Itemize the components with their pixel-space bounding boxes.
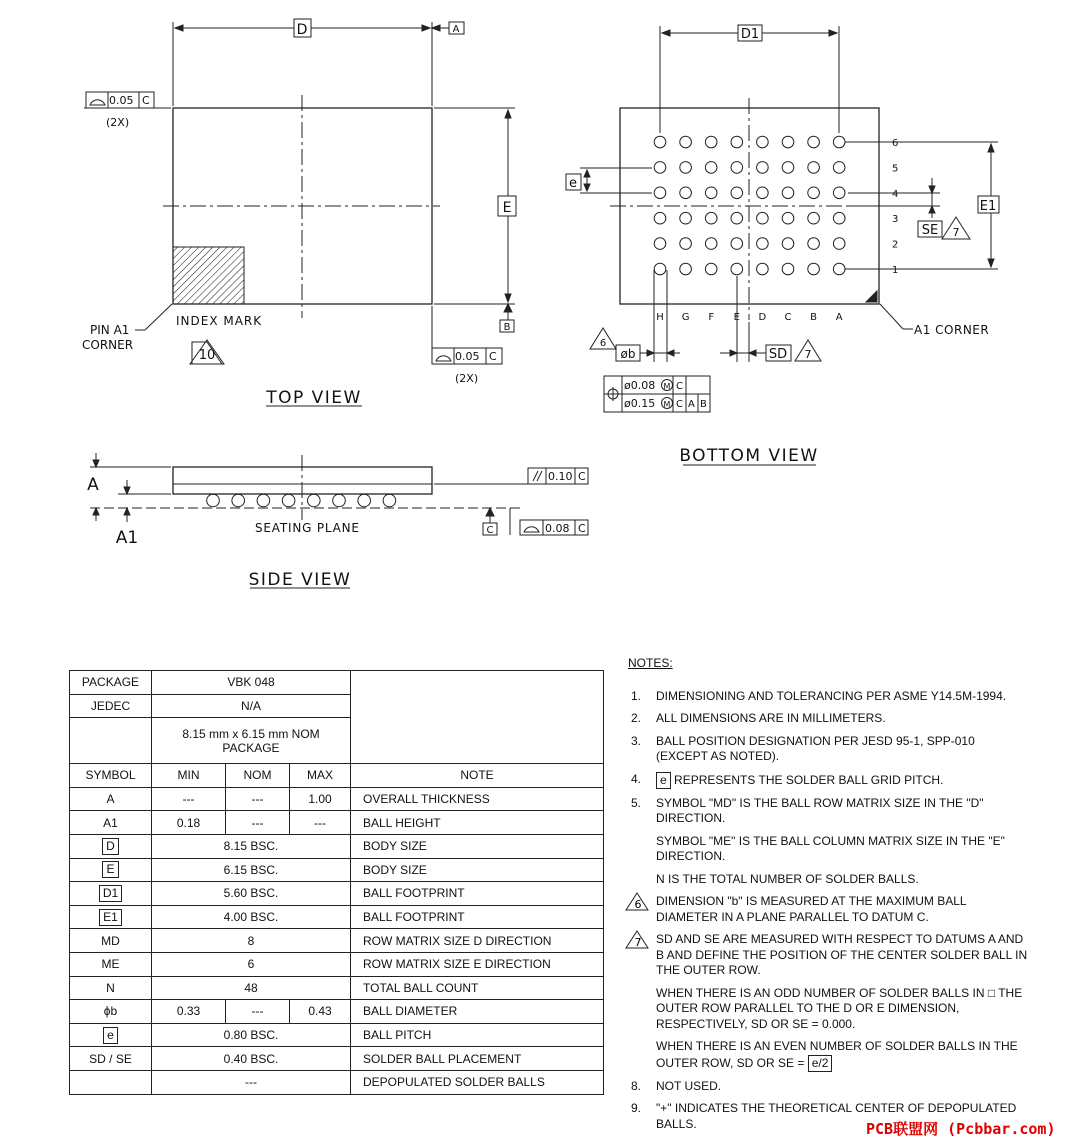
top-flatness-qty: (2X) xyxy=(106,116,130,129)
blank-cell xyxy=(70,718,152,764)
boxed-symbol: D xyxy=(102,838,119,855)
pos-tol-datum-c-2: C xyxy=(676,399,683,410)
note-item xyxy=(628,711,1028,727)
side-view-text xyxy=(87,470,586,590)
solder-ball xyxy=(808,187,820,199)
solder-ball xyxy=(654,136,666,148)
note-cell: BODY SIZE xyxy=(351,834,604,858)
side-solder-ball xyxy=(232,494,245,507)
col-label: G xyxy=(681,312,690,323)
side-flatness-value: 0.08 xyxy=(545,522,570,535)
nom-cell: --- xyxy=(226,811,290,835)
row-label: 4 xyxy=(892,188,899,200)
note-7-flag-se: 7 xyxy=(952,226,960,239)
note-text: SYMBOL "ME" IS THE BALL COLUMN MATRIX SIZE IN THE "E" DIRECTION. xyxy=(656,833,1005,863)
note-10-flag: 10 xyxy=(198,348,216,363)
notes-section xyxy=(628,656,1028,1139)
solder-ball xyxy=(808,238,820,250)
table-row xyxy=(70,1023,604,1047)
solder-ball xyxy=(833,136,845,148)
note-cell: BALL PITCH xyxy=(351,1023,604,1047)
side-solder-ball xyxy=(358,494,371,507)
symbol-cell: A xyxy=(70,787,152,811)
parallelism-datum: C xyxy=(578,470,586,483)
solder-ball xyxy=(757,162,769,174)
table-row xyxy=(70,834,604,858)
solder-ball xyxy=(654,263,666,275)
symbol-cell: ϕb xyxy=(70,1000,152,1024)
note-cell: SOLDER BALL PLACEMENT xyxy=(351,1047,604,1071)
note-cell: TOTAL BALL COUNT xyxy=(351,976,604,1000)
symbol-cell xyxy=(70,905,152,929)
package-desc-line2: PACKAGE xyxy=(222,740,280,755)
solder-ball xyxy=(654,212,666,224)
boxed-symbol: E xyxy=(102,861,118,878)
table-row xyxy=(70,882,604,906)
value-cell: 8.15 BSC. xyxy=(152,834,351,858)
note-text: N IS THE TOTAL NUMBER OF SOLDER BALLS. xyxy=(656,871,919,886)
solder-ball xyxy=(757,238,769,250)
note-cell: ROW MATRIX SIZE E DIRECTION xyxy=(351,952,604,976)
note-text: BALL POSITION DESIGNATION PER JESD 95-1, SPP-010 (EXCEPT AS NOTED). xyxy=(656,733,975,763)
half-pitch-box: e/2 xyxy=(808,1055,833,1072)
solder-ball xyxy=(705,263,717,275)
top-flatness-value-2: 0.05 xyxy=(455,350,480,363)
note-cell: BALL FOOTPRINT xyxy=(351,905,604,929)
dim-a-label: A xyxy=(87,475,99,495)
note-number: 8. xyxy=(631,1078,642,1093)
row-label: 1 xyxy=(892,265,899,276)
top-flatness-qty-2: (2X) xyxy=(455,372,479,385)
top-view xyxy=(84,19,516,406)
note-text: DIMENSIONING AND TOLERANCING PER ASME Y14.5M-1994. xyxy=(656,688,1007,703)
top-view-text xyxy=(82,22,511,408)
solder-ball xyxy=(731,162,743,174)
col-label: A xyxy=(835,312,843,323)
solder-ball xyxy=(731,136,743,148)
note-item xyxy=(628,796,1028,888)
value-cell: 6.15 BSC. xyxy=(152,858,351,882)
table-row xyxy=(70,1070,604,1094)
note-cell: DEPOPULATED SOLDER BALLS xyxy=(351,1070,604,1094)
a1-corner-mark xyxy=(866,291,877,302)
row-label: 5 xyxy=(892,163,899,175)
note-item xyxy=(628,772,1028,789)
index-mark-label: INDEX MARK xyxy=(176,314,263,328)
solder-ball xyxy=(680,187,692,199)
symbol-cell: SD / SE xyxy=(70,1047,152,1071)
table-row xyxy=(70,976,604,1000)
solder-ball xyxy=(757,212,769,224)
notes-title: NOTES: xyxy=(628,656,673,670)
pos-tol-pattern-value: ø0.15 xyxy=(624,397,656,410)
package-desc-line1: 8.15 mm x 6.15 mm NOM xyxy=(182,726,320,741)
note-number: 9. xyxy=(631,1101,642,1115)
col-label: H xyxy=(656,312,664,323)
row-labels xyxy=(892,138,898,276)
solder-ball xyxy=(731,212,743,224)
table-row xyxy=(70,905,604,929)
boxed-symbol: D1 xyxy=(99,885,122,902)
solder-ball xyxy=(808,263,820,275)
datum-b-label: B xyxy=(503,322,511,333)
solder-ball xyxy=(705,162,717,174)
note-item xyxy=(628,1079,1028,1095)
symbol-cell: N xyxy=(70,976,152,1000)
header-min: MIN xyxy=(152,764,226,788)
solder-ball xyxy=(731,238,743,250)
dim-e-pitch-label: e xyxy=(569,176,577,191)
value-cell: 8 xyxy=(152,929,351,953)
watermark: PCB联盟网 (Pcbbar.com) xyxy=(866,1120,1056,1138)
dim-d-label: D xyxy=(296,22,308,38)
note-cell: BALL DIAMETER xyxy=(351,1000,604,1024)
boxed-symbol: e xyxy=(103,1027,118,1044)
note-item xyxy=(628,932,1028,1072)
dimension-table xyxy=(69,670,604,1095)
side-solder-ball xyxy=(282,494,295,507)
symbol-cell xyxy=(70,1070,152,1094)
col-label: E xyxy=(733,312,740,323)
solder-ball xyxy=(654,238,666,250)
dim-se-label: SE xyxy=(921,223,939,238)
a1-corner-label: A1 CORNER xyxy=(914,323,990,337)
header-max: MAX xyxy=(290,764,351,788)
jedec-value-cell: N/A xyxy=(152,694,351,718)
symbol-cell xyxy=(70,882,152,906)
col-label: D xyxy=(758,312,767,323)
note-text: "+" INDICATES THE THEORETICAL CENTER OF DEPOPULATED BALLS. xyxy=(656,1101,1017,1131)
note-text: SD AND SE ARE MEASURED WITH RESPECT TO DATUMS A AND B AND DEFINE THE POSITION OF THE CENTER SOLDER BALL IN THE OUTER ROW. xyxy=(656,932,1028,977)
triangle-flag-icon xyxy=(624,892,650,912)
note-6-flag: 6 xyxy=(599,338,607,349)
pin-a1-corner-label: CORNER xyxy=(82,338,134,352)
side-flatness-datum: C xyxy=(578,522,586,535)
table-row xyxy=(70,1047,604,1071)
solder-ball xyxy=(833,212,845,224)
nom-cell: --- xyxy=(226,787,290,811)
col-label: F xyxy=(708,312,715,323)
value-cell: 6 xyxy=(152,952,351,976)
value-cell: 5.60 BSC. xyxy=(152,882,351,906)
solder-ball xyxy=(705,212,717,224)
jedec-label-cell: JEDEC xyxy=(70,694,152,718)
min-cell: 0.18 xyxy=(152,811,226,835)
max-cell: --- xyxy=(290,811,351,835)
solder-ball xyxy=(680,162,692,174)
package-desc-cell xyxy=(152,718,351,764)
bottom-view-title: BOTTOM VIEW xyxy=(679,446,819,466)
boxed-symbol: E1 xyxy=(99,909,122,926)
header-note: NOTE xyxy=(351,764,604,788)
solder-ball xyxy=(731,187,743,199)
min-cell: --- xyxy=(152,787,226,811)
solder-ball xyxy=(808,162,820,174)
symbol-cell xyxy=(70,834,152,858)
package-label-cell: PACKAGE xyxy=(70,671,152,695)
note-number: 3. xyxy=(631,733,642,748)
side-solder-ball xyxy=(333,494,346,507)
note-cell: OVERALL THICKNESS xyxy=(351,787,604,811)
solder-ball xyxy=(782,212,794,224)
col-labels xyxy=(656,312,843,323)
note-number: 5. xyxy=(631,795,642,810)
note-cell: BALL HEIGHT xyxy=(351,811,604,835)
solder-ball xyxy=(731,263,743,275)
solder-ball xyxy=(705,187,717,199)
solder-ball xyxy=(782,136,794,148)
col-label: B xyxy=(810,312,818,323)
note-text: NOT USED. xyxy=(656,1078,722,1093)
top-flatness-datum: C xyxy=(142,94,150,107)
pos-tol-datum-c: C xyxy=(676,381,683,392)
solder-ball xyxy=(782,162,794,174)
header-nom: NOM xyxy=(226,764,290,788)
parallelism-value: 0.10 xyxy=(548,470,573,483)
min-cell: 0.33 xyxy=(152,1000,226,1024)
symbol-cell xyxy=(70,858,152,882)
solder-ball xyxy=(680,238,692,250)
dim-b-label: øb xyxy=(620,347,636,361)
solder-ball xyxy=(782,187,794,199)
side-solder-ball xyxy=(308,494,321,507)
solder-ball xyxy=(833,238,845,250)
side-view-title: SIDE VIEW xyxy=(248,570,352,590)
table-row xyxy=(70,929,604,953)
datum-a-flag xyxy=(432,25,440,31)
note-cell: BALL FOOTPRINT xyxy=(351,882,604,906)
dim-e1-label: E1 xyxy=(979,199,997,214)
value-cell: --- xyxy=(152,1070,351,1094)
note-item xyxy=(628,894,1028,925)
solder-ball xyxy=(757,263,769,275)
side-balls xyxy=(207,494,396,507)
datum-a-label: A xyxy=(452,24,460,35)
pitch-symbol-box: e xyxy=(656,772,671,789)
triangle-flag-icon xyxy=(624,930,650,950)
index-mark-hatch xyxy=(173,247,244,304)
table-row xyxy=(70,671,604,695)
solder-ball xyxy=(757,136,769,148)
table-header-row xyxy=(70,764,604,788)
note-text-part: WHEN THERE IS AN EVEN NUMBER OF SOLDER BALLS IN THE OUTER ROW, SD OR SE = xyxy=(656,1039,1018,1070)
solder-ball xyxy=(705,238,717,250)
note-text xyxy=(656,1039,1028,1072)
note-cell: ROW MATRIX SIZE D DIRECTION xyxy=(351,929,604,953)
note-text: ALL DIMENSIONS ARE IN MILLIMETERS. xyxy=(656,711,886,725)
nom-cell: --- xyxy=(226,1000,290,1024)
table-row xyxy=(70,1000,604,1024)
note-7-flag-sd: 7 xyxy=(804,348,812,361)
solder-ball xyxy=(680,263,692,275)
solder-ball xyxy=(808,136,820,148)
top-view-title: TOP VIEW xyxy=(266,388,362,408)
note-text: REPRESENTS THE SOLDER BALL GRID PITCH. xyxy=(674,772,944,787)
seating-plane-label: SEATING PLANE xyxy=(255,521,360,535)
side-solder-ball xyxy=(257,494,270,507)
pos-tol-datum-b: B xyxy=(700,399,707,410)
mmc-modifier-2: M xyxy=(663,400,671,409)
pos-tol-ball-value: ø0.08 xyxy=(624,379,656,392)
datum-c-label: C xyxy=(486,525,494,536)
dim-sd-label: SD xyxy=(768,347,788,362)
pin-a1-label: PIN A1 xyxy=(90,323,130,337)
symbol-cell xyxy=(70,1023,152,1047)
solder-ball xyxy=(833,187,845,199)
table-row xyxy=(70,811,604,835)
max-cell: 1.00 xyxy=(290,787,351,811)
package-value-cell: VBK 048 xyxy=(152,671,351,695)
symbol-cell: MD xyxy=(70,929,152,953)
note-item xyxy=(628,689,1028,705)
note-text: SYMBOL "MD" IS THE BALL ROW MATRIX SIZE IN THE "D" DIRECTION. xyxy=(656,795,984,825)
solder-ball xyxy=(654,162,666,174)
table-row xyxy=(70,858,604,882)
solder-ball xyxy=(782,238,794,250)
solder-ball xyxy=(705,136,717,148)
table-row xyxy=(70,787,604,811)
solder-ball xyxy=(782,263,794,275)
solder-ball xyxy=(808,212,820,224)
top-flatness-datum-2: C xyxy=(489,350,497,363)
note-text: WHEN THERE IS AN ODD NUMBER OF SOLDER BALLS IN □ THE OUTER ROW PARALLEL TO THE D OR E DIMENSION, RESPECTIVELY, SD OR SE = 0.000. xyxy=(656,985,1023,1031)
note-text: DIMENSION "b" IS MEASURED AT THE MAXIMUM BALL DIAMETER IN A PLANE PARALLEL TO DATUM C. xyxy=(656,894,967,924)
solder-ball xyxy=(833,263,845,275)
max-cell: 0.43 xyxy=(290,1000,351,1024)
pos-tol-datum-a: A xyxy=(688,399,695,410)
solder-ball xyxy=(654,187,666,199)
value-cell: 48 xyxy=(152,976,351,1000)
solder-ball xyxy=(757,187,769,199)
header-symbol: SYMBOL xyxy=(70,764,152,788)
row-label: 6 xyxy=(892,138,899,149)
dim-a1-label: A1 xyxy=(115,528,139,548)
note-number: 4. xyxy=(631,771,642,786)
symbol-cell: A1 xyxy=(70,811,152,835)
solder-ball xyxy=(680,212,692,224)
solder-ball xyxy=(680,136,692,148)
solder-ball xyxy=(833,162,845,174)
col-label: C xyxy=(784,312,792,323)
dim-e-label: E xyxy=(502,200,512,216)
value-cell: 0.40 BSC. xyxy=(152,1047,351,1071)
side-solder-ball xyxy=(383,494,396,507)
note-flag-number: 6 xyxy=(634,898,642,911)
note-flag-number: 7 xyxy=(634,936,642,949)
note-number: 2. xyxy=(631,711,642,725)
note-number: 1. xyxy=(631,688,642,703)
table-row xyxy=(70,952,604,976)
row-label: 2 xyxy=(892,239,899,251)
symbol-cell: ME xyxy=(70,952,152,976)
side-solder-ball xyxy=(207,494,220,507)
top-flatness-value: 0.05 xyxy=(109,94,134,107)
value-cell: 0.80 BSC. xyxy=(152,1023,351,1047)
note-cell: BODY SIZE xyxy=(351,858,604,882)
mmc-modifier: M xyxy=(663,382,671,391)
note-item xyxy=(628,734,1028,765)
row-label: 3 xyxy=(892,214,899,226)
value-cell: 4.00 BSC. xyxy=(152,905,351,929)
blank-cell xyxy=(351,671,604,764)
dim-d1-label: D1 xyxy=(740,27,760,42)
